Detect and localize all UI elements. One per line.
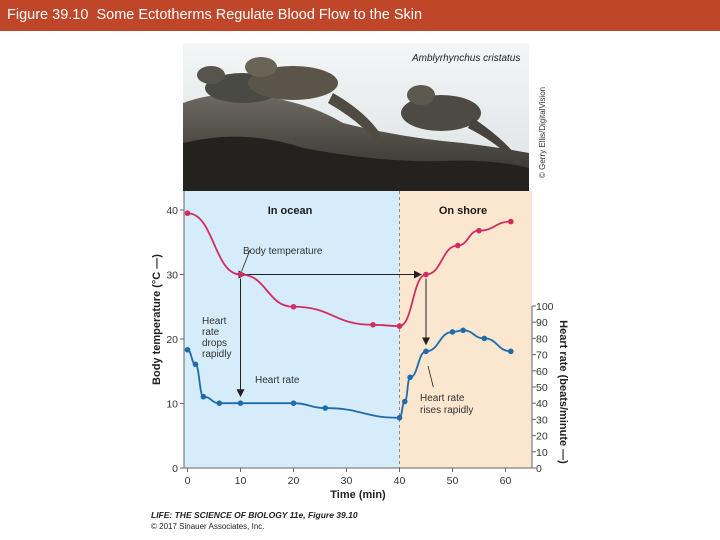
body-temperature-point [185, 210, 191, 216]
y-left-tick-label: 30 [166, 269, 178, 282]
heart-rate-point [238, 400, 244, 406]
y-left-tick-label: 20 [166, 334, 178, 346]
y-right-tick-label: 30 [536, 414, 548, 427]
y-right-tick-label: 80 [536, 333, 548, 346]
x-tick-label: 60 [499, 475, 512, 487]
y-right-tick-label: 50 [536, 382, 548, 394]
body-temperature-point [291, 304, 297, 310]
annotation-body-temperature: Body temperature [243, 245, 323, 257]
heart-rate-point [323, 405, 329, 411]
chart [140, 190, 580, 502]
x-tick-label: 40 [393, 475, 406, 487]
annotation-drop-line: drops [202, 338, 228, 349]
heart-rate-point [402, 399, 408, 405]
annotation-rise-line: rises rapidly [420, 405, 474, 416]
annotation-rise-line: Heart rate [420, 393, 465, 404]
title-bar [0, 0, 720, 31]
photo-caption: Amblyrhynchus cristatus [412, 53, 521, 64]
heart-rate-point [193, 362, 199, 368]
figure-title: Figure 39.10 Some Ectotherms Regulate Blood Flow to the Skin [7, 7, 423, 23]
body-temperature-point [370, 322, 376, 328]
annotation-drop-line: Heart [202, 316, 227, 327]
body-temperature-point [508, 219, 514, 225]
iguana-photo [183, 43, 529, 191]
y-right-tick-label: 40 [536, 398, 548, 411]
body-temperature-point [455, 243, 461, 249]
y-right-axis-label: Heart rate (beats/minute —) [557, 320, 569, 464]
heart-rate-point [407, 374, 413, 380]
annotation-drop-line: rapidly [202, 349, 232, 360]
photo-credit: © Gerry Ellis/DigitalVision [538, 86, 547, 178]
body-temperature-point [423, 272, 429, 278]
y-right-tick-label: 90 [536, 317, 548, 330]
y-right-tick-label: 100 [536, 301, 554, 313]
heart-rate-point [482, 336, 488, 342]
annotation-drop-line: rate [202, 327, 220, 338]
copyright-line: © 2017 Sinauer Associates, Inc. [151, 522, 265, 531]
heart-rate-point [217, 400, 223, 406]
y-right-tick-label: 20 [536, 430, 548, 443]
y-left-axis-label: Body temperature (°C —) [151, 254, 163, 385]
heart-rate-point [201, 394, 207, 400]
x-tick-label: 0 [184, 475, 191, 487]
x-tick-label: 50 [446, 475, 459, 487]
y-right-tick-label: 60 [536, 365, 548, 378]
y-left-tick-label: 40 [166, 205, 178, 217]
heart-rate-point [397, 415, 403, 421]
y-left-tick-label: 0 [172, 463, 178, 475]
x-tick-label: 10 [234, 475, 247, 487]
heart-rate-point [291, 400, 297, 406]
heart-rate-point [423, 349, 429, 355]
heart-rate-point [508, 349, 514, 355]
heart-rate-point [460, 328, 466, 334]
body-temperature-point [476, 228, 482, 234]
body-temperature-point [397, 323, 403, 329]
x-tick-label: 30 [340, 475, 353, 487]
heart-rate-point [185, 347, 191, 353]
region-label: On shore [438, 205, 488, 217]
y-right-tick-label: 70 [536, 349, 548, 362]
y-right-tick-label: 10 [536, 446, 548, 459]
annotation-heart-rate: Heart rate [255, 375, 300, 386]
x-axis-label: Time (min) [330, 489, 386, 501]
y-left-tick-label: 10 [166, 398, 178, 411]
heart-rate-point [450, 329, 456, 335]
body-temperature-point [238, 272, 244, 278]
source-citation: LIFE: THE SCIENCE OF BIOLOGY 11e, Figure 39.10 [151, 510, 358, 520]
x-tick-label: 20 [287, 475, 300, 487]
y-right-tick-label: 0 [536, 463, 542, 475]
region-label: In ocean [267, 205, 313, 217]
